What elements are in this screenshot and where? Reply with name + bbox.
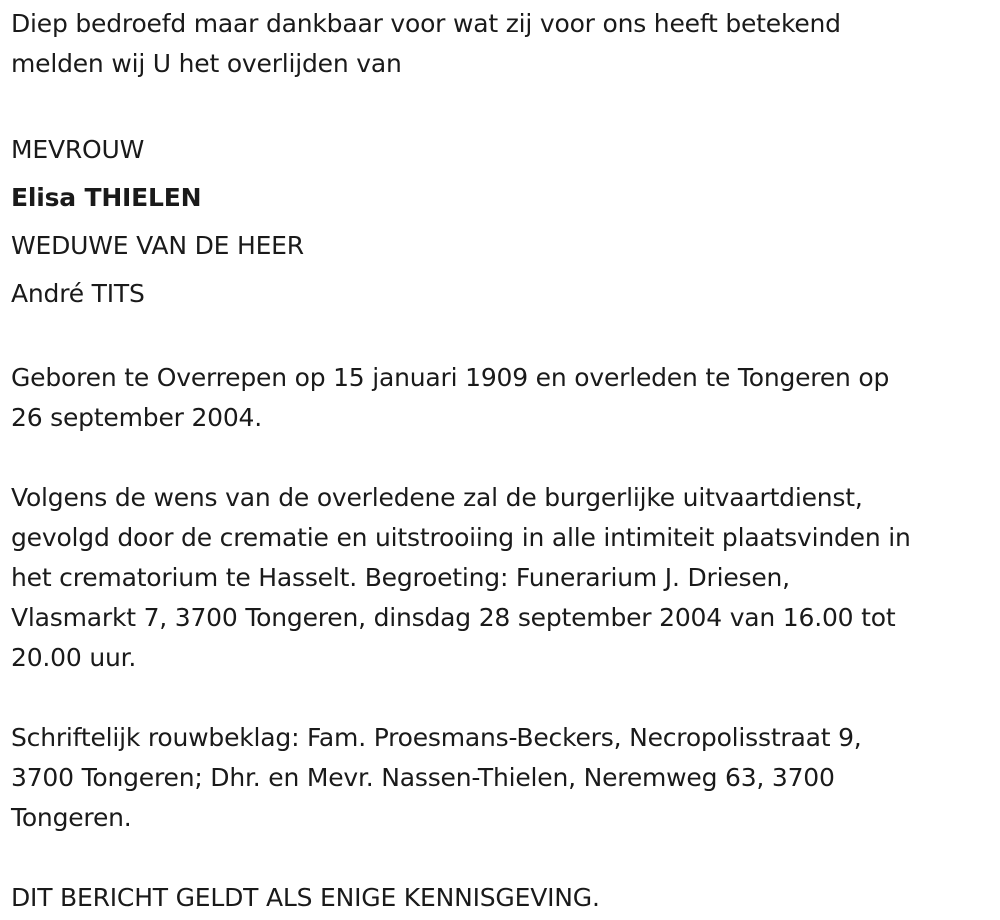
paragraph-line: gevolgd door de crematie en uitstrooiing in alle intimiteit plaatsvinden in (11, 523, 911, 552)
closing-statement: DIT BERICHT GELDT ALS ENIGE KENNISGEVING. (11, 883, 600, 912)
paragraph-line: 26 september 2004. (11, 403, 263, 432)
deceased-name: Elisa THIELEN (11, 183, 202, 212)
paragraph-line: 3700 Tongeren; Dhr. en Mevr. Nassen-Thielen, Neremweg 63, 3700 (11, 763, 835, 792)
ceremony-paragraph (11, 478, 991, 678)
intro-text (11, 4, 991, 84)
paragraph-line: Geboren te Overrepen op 15 januari 1909 en overleden te Tongeren op (11, 363, 890, 392)
relation: WEDUWE VAN DE HEER (11, 231, 304, 260)
paragraph-line: Volgens de wens van de overledene zal de burgerlijke uitvaartdienst, (11, 483, 863, 512)
intro-line: melden wij U het overlijden van (11, 49, 402, 78)
birth-death-paragraph (11, 358, 991, 438)
salutation: MEVROUW (11, 135, 145, 164)
intro-line: Diep bedroefd maar dankbaar voor wat zij voor ons heeft betekend (11, 9, 841, 38)
deceased-block (11, 126, 991, 318)
condolences-paragraph (11, 718, 991, 838)
paragraph-line: Schriftelijk rouwbeklag: Fam. Proesmans-Beckers, Necropolisstraat 9, (11, 723, 862, 752)
paragraph-line: 20.00 uur. (11, 643, 137, 672)
paragraph-line: Vlasmarkt 7, 3700 Tongeren, dinsdag 28 september 2004 van 16.00 tot (11, 603, 896, 632)
paragraph-line: het crematorium te Hasselt. Begroeting: Funerarium J. Driesen, (11, 563, 790, 592)
death-notice (11, 4, 991, 918)
spouse-name: André TITS (11, 279, 145, 308)
paragraph-line: Tongeren. (11, 803, 132, 832)
